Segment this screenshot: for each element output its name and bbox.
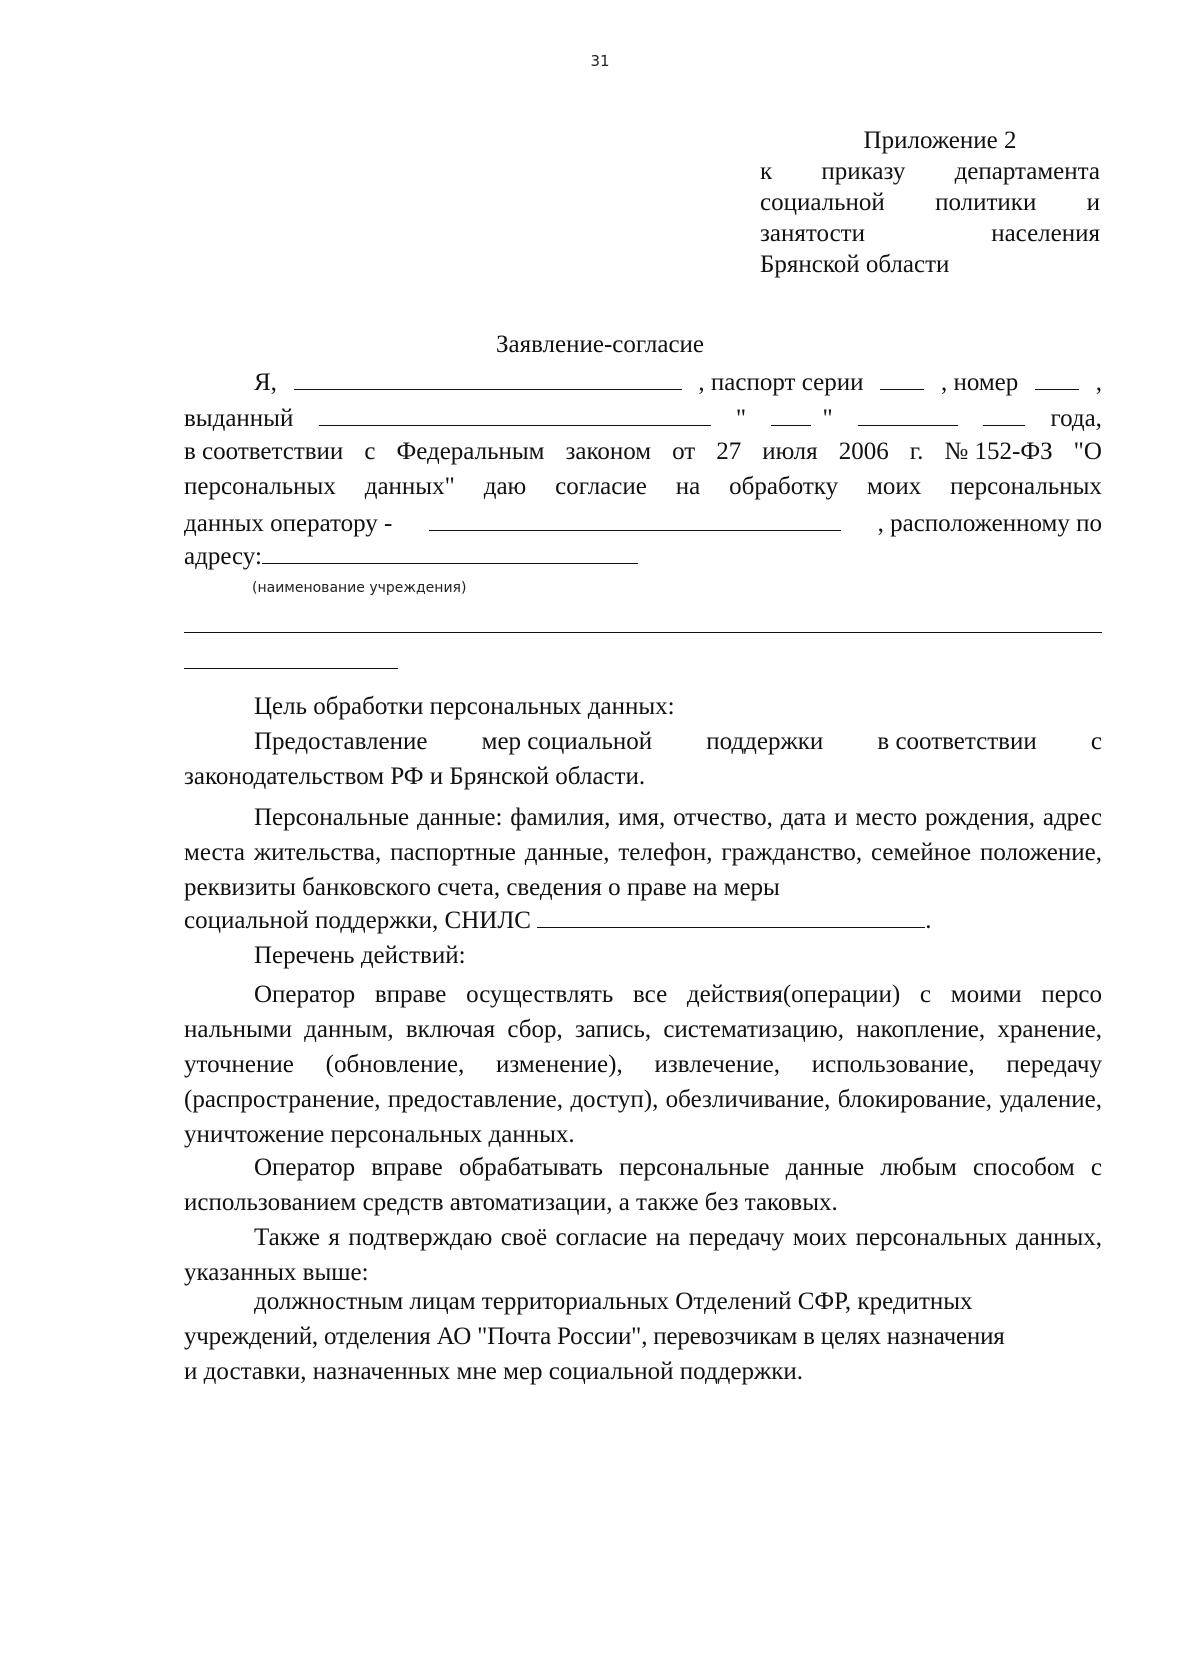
issued-by-blank[interactable]	[319, 403, 711, 426]
personal-data-text: Персональные данные: фамилия, имя, отчество, дата и место рождения, адрес места жительства, паспортные данные, телефон, гражданство, семейное положение, реквизиты банковского счета, сведения о праве на меры	[184, 804, 1102, 901]
recipients-section	[184, 1288, 1114, 1393]
operator-name-blank[interactable]	[429, 508, 841, 531]
passport-series-blank[interactable]	[880, 367, 924, 390]
issued-label: выданный	[184, 405, 294, 432]
number-label: , номер	[940, 369, 1019, 396]
recipients-line-3: и доставки, назначенных мне мер социальной поддержки.	[184, 1358, 804, 1385]
methods-section	[184, 1150, 1102, 1220]
purpose-line-2: законодательством РФ и Брянской области.	[184, 763, 646, 790]
institution-note: (наименование учреждения)	[252, 580, 467, 596]
appendix-header	[760, 125, 1100, 280]
address-continuation-line-2[interactable]	[184, 668, 398, 669]
form-line-6	[184, 541, 1102, 575]
issue-day-blank[interactable]	[771, 403, 811, 426]
purpose-section	[184, 693, 1102, 798]
actions-text: Оператор вправе осуществлять все действия(операции) с моими персо нальными данным, включая сбор, запись, систематизацию, накопление, хранение, уточнение (обновление, изменение), извлечение, использование, передачу (распространение, предоставление, доступ), обезличивание, блокирование, удаление, уничтожение персональных данных.	[184, 981, 1102, 1148]
personal-data-section	[184, 800, 1102, 940]
form-line-3: в соответствии с Федеральным законом от 27 июля 2006 г. № 152-ФЗ "О	[184, 438, 1102, 465]
recipients-line-1: должностным лицам территориальных Отделений СФР, кредитных	[254, 1288, 973, 1315]
full-name-blank[interactable]	[294, 367, 682, 390]
operator-label: данных оператору -	[184, 510, 393, 537]
actions-heading: Перечень действий:	[254, 942, 466, 969]
address-label: адресу:	[184, 543, 262, 570]
form-line-1: Я, , паспорт серии , номер ,	[184, 367, 1102, 401]
form-line-2: выданный " " года,	[184, 405, 1102, 432]
address-continuation-line[interactable]	[184, 632, 1102, 633]
appendix-line-4: Брянской области	[760, 251, 950, 278]
purpose-heading: Цель обработки персональных данных:	[254, 693, 675, 720]
transfer-text: Также я подтверждаю своё согласие на передачу моих персональных данных, указанных выше:	[184, 1224, 1102, 1286]
appendix-line-2: социальной политики и	[760, 189, 1100, 216]
issue-month-blank[interactable]	[858, 403, 958, 426]
recipients-line-2: учреждений, отделения АО "Почта России", перевозчикам в целях назначения	[184, 1323, 1005, 1350]
passport-series-label: , паспорт серии	[698, 369, 864, 396]
pronoun-label: Я,	[254, 369, 277, 396]
transfer-section	[184, 1220, 1102, 1290]
purpose-line-1: Предоставление мер социальной поддержки в соответствии с	[254, 728, 1102, 755]
form-line-5: данных оператору - , расположенному по	[184, 510, 1102, 537]
snils-line: социальной поддержки, СНИЛС .	[184, 907, 932, 934]
issue-year-blank[interactable]	[983, 403, 1025, 426]
year-label: года,	[1050, 405, 1102, 432]
appendix-title: Приложение 2	[863, 127, 1017, 154]
appendix-line-1: к приказу департамента	[760, 158, 1100, 185]
address-blank[interactable]	[262, 541, 638, 564]
document-title: Заявление-согласие	[495, 331, 705, 358]
form-line-4: персональных данных" даю согласие на обработку моих персональных	[184, 473, 1102, 500]
snils-blank[interactable]	[537, 905, 925, 928]
methods-text: Оператор вправе обрабатывать персональные данные любым способом с использованием средств автоматизации, а также без таковых.	[184, 1154, 1102, 1216]
actions-section	[184, 942, 1102, 1152]
appendix-line-3: занятости населения	[760, 220, 1100, 247]
page-number: 31	[590, 52, 610, 70]
passport-number-blank[interactable]	[1035, 367, 1079, 390]
